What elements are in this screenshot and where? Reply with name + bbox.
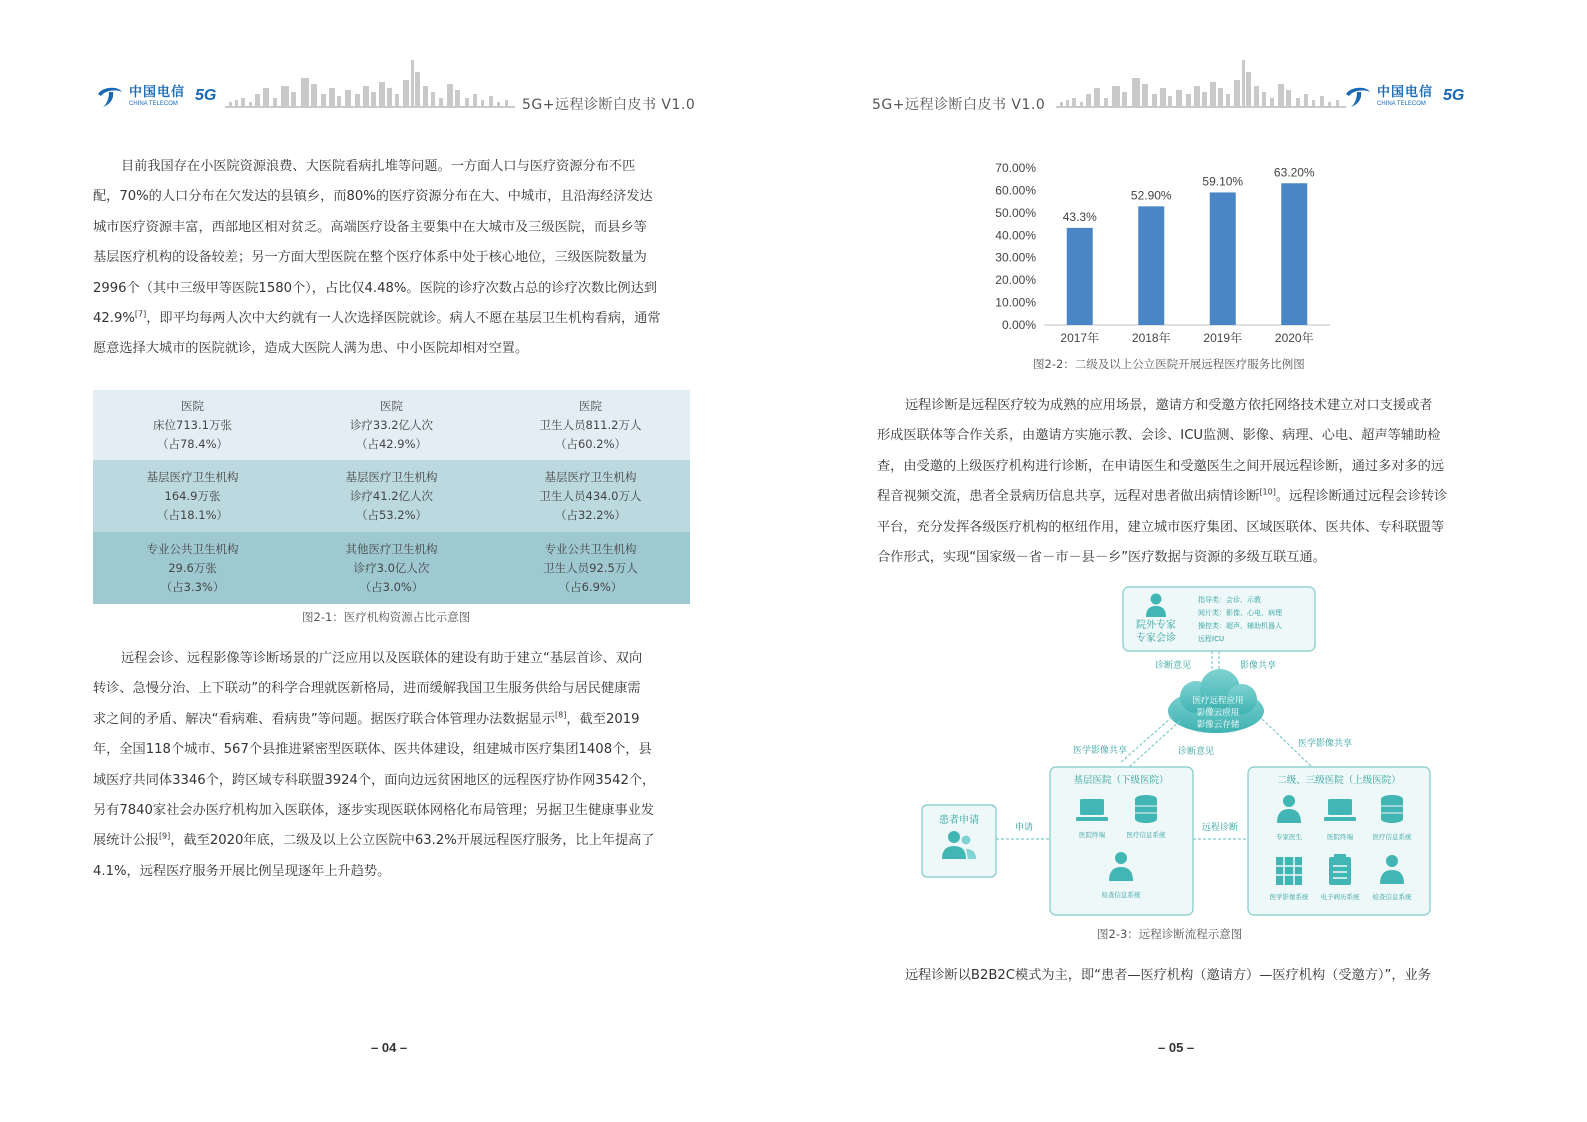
remote-medical-ratio-bar-chart — [984, 158, 1334, 350]
figure-caption-2-2: 图2-2：二级及以上公立医院开展远程医疗服务比例图 — [1033, 357, 1305, 371]
basic-item: 检查信息系统 — [1101, 891, 1141, 899]
expert-line: 阅片类：影像、心电、病理 — [1198, 609, 1282, 617]
table-cell: 医院 诊疗33.2亿人次 （占42.9%） — [349, 398, 434, 451]
expert-line: 指导类：会诊、示教 — [1198, 596, 1261, 604]
clipboard-icon — [1329, 854, 1351, 885]
cloud-line: 影像云应用 — [1196, 708, 1240, 718]
image-grid-icon — [1276, 857, 1302, 885]
y-tick-label: 40.00% — [995, 228, 1036, 243]
5g-logo — [195, 87, 216, 105]
table-cell: 基层医疗卫生机构 164.9万张 （占18.1%） — [146, 469, 239, 522]
terminal-icon — [1076, 799, 1108, 821]
table-cell: 医院 卫生人员811.2万人 （占60.2%） — [539, 398, 642, 451]
expert-line: 操控类：超声、辅助机器人 — [1198, 622, 1282, 630]
5g-logo — [1443, 87, 1464, 105]
remote-diagnosis-flow-diagram — [920, 583, 1440, 919]
citation-8: [8] — [555, 710, 567, 720]
table-row — [93, 532, 690, 604]
bar-value-label: 43.3% — [1062, 209, 1097, 224]
basic-hospital-title: 基层医院（下级医院） — [1073, 775, 1169, 786]
table-cell: 基层医疗卫生机构 诊疗41.2亿人次 （占53.2%） — [345, 469, 438, 522]
label-medical-image-share-right: 医学影像共享 — [1297, 739, 1353, 749]
database-icon — [1381, 795, 1403, 823]
header-doc-title: 5G+远程诊断白皮书 V1.0 — [522, 97, 696, 113]
expert-title-1: 院外专家 — [1136, 620, 1176, 631]
bar-2017年 — [1067, 228, 1093, 325]
telecom-swirl-icon — [95, 84, 125, 108]
upper-item: 医院终端 — [1327, 833, 1353, 841]
upper-item: 电子病历系统 — [1320, 893, 1360, 901]
page-number: – 04 – — [371, 1040, 408, 1055]
y-tick-label: 50.00% — [995, 205, 1036, 220]
figure-caption-2-1: 图2-1：医疗机构资源占比示意图 — [302, 610, 471, 624]
citation-7: [7] — [134, 309, 147, 319]
x-tick-label: 2017年 — [1060, 331, 1100, 345]
terminal-icon — [1324, 799, 1356, 821]
brand-name-en: CHINA TELECOM — [129, 100, 178, 107]
citation-10: [10] — [1259, 487, 1276, 497]
basic-item: 医疗信息系统 — [1126, 831, 1166, 839]
china-telecom-logo — [95, 84, 216, 108]
city-skyline-decoration — [225, 58, 515, 110]
upper-item: 专家医生 — [1276, 833, 1302, 841]
y-tick-label: 20.00% — [995, 273, 1036, 288]
5g-text: 5G — [1443, 87, 1465, 104]
table-cell: 基层医疗卫生机构 卫生人员434.0万人 （占32.2%） — [539, 469, 642, 522]
brand-name-cn: 中国电信 — [1377, 84, 1434, 100]
left-paragraph-2: 远程会诊、远程影像等诊断场景的广泛应用以及医联体的建设有助于建立“基层首诊、双向 转诊、急慢分治、上下联动”的科学合理就医新格局，进而缓解我国卫生服务供给与居民健康需 求之间的矛盾、解决“看病难、看病贵”等问题。据医疗联合体管理办法数据显示[8]，截至2019 年，全国118个城市、567个县推进紧密型医联体、医共体建设，组建城市医疗集团1408个，县 域医疗共同体3346个，跨区域专科联盟3924个，面向边远贫困地区的远程医疗协作网3542个， 另有7840家社会办医疗机构加入医联体，逐步实现医联体网格化布局管理；另据卫生健康事业发 展统计公报[9]，截至2020年底，二级及以上公立医院中63.2%开展远程医疗服务，比上年提高了 4.1%，远程医疗服务开展比例呈现逐年上升趋势。 — [93, 651, 656, 879]
brand-name-cn: 中国电信 — [129, 84, 186, 100]
x-tick-label: 2018年 — [1131, 331, 1171, 345]
brand-name-en: CHINA TELECOM — [1377, 100, 1426, 107]
database-icon — [1135, 795, 1157, 823]
bar-2018年 — [1138, 206, 1164, 325]
figure-caption-2-3: 图2-3：远程诊断流程示意图 — [1097, 927, 1243, 941]
bar-value-label: 52.90% — [1130, 188, 1172, 203]
expert-line: 远程ICU — [1198, 635, 1225, 643]
upper-item: 医疗信息系统 — [1372, 833, 1412, 841]
city-skyline-decoration — [1056, 58, 1346, 110]
x-tick-label: 2019年 — [1203, 331, 1243, 345]
left-paragraph-1: 目前我国存在小医院资源浪费、大医院看病扎堆等问题。一方面人口与医疗资源分布不匹 配，70%的人口分布在欠发达的县镇乡，而80%的医疗资源分布在大、中城市，且沿海经济发达 城市医疗资源丰富，西部地区相对贫乏。高端医疗设备主要集中在大城市及三级医院，而县乡等 基层医疗机构的设备较差；另一方面大型医院在整个医疗体系中处于核心地位，三级医院数量为 2996个（其中三级甲等医院1580个），占比仅4.48%。医院的诊疗次数占总的诊疗次数比例达到 42.9%[7]，即平均每两人次中大约就有一人次选择医院就诊。病人不愿在基层卫生机构看病，通常 愿意选择大城市的医院就诊，造成大医院人满为患、中小医院却相对空置。 — [93, 159, 661, 357]
upper-item: 检查信息系统 — [1372, 893, 1412, 901]
cloud-line: 医疗远程应用 — [1192, 696, 1244, 706]
cloud-line: 影像云存储 — [1196, 720, 1240, 730]
expert-title-2: 专家会诊 — [1136, 633, 1176, 644]
upper-hospital-title: 二级、三级医院（上级医院） — [1277, 775, 1401, 786]
patient-title: 患者申请 — [939, 815, 979, 826]
y-tick-label: 10.00% — [995, 295, 1036, 310]
label-remote-diagnosis: 远程诊断 — [1201, 823, 1239, 833]
resource-share-table — [93, 390, 690, 604]
label-diagnosis-opinion-mid: 诊断意见 — [1177, 747, 1215, 757]
y-tick-label: 30.00% — [995, 250, 1036, 265]
label-image-share-top: 影像共享 — [1239, 661, 1277, 671]
bar-2019年 — [1210, 192, 1236, 325]
y-tick-label: 70.00% — [995, 161, 1036, 175]
citation-9: [9] — [158, 832, 171, 842]
upper-item: 医学影像系统 — [1269, 893, 1309, 901]
label-diagnosis-opinion-top: 诊断意见 — [1154, 661, 1192, 671]
right-paragraph-1: 远程诊断是远程医疗较为成熟的应用场景，邀请方和受邀方依托网络技术建立对口支援或者 形成医联体等合作关系，由邀请方实施示教、会诊、ICU监测、影像、病理、心电、超声等辅助检 查，由受邀的上级医疗机构进行诊断，在申请医生和受邀医生之间开展远程诊断，通过多对多的远 程音视频交流，患者全景病历信息共享，远程对患者做出病情诊断[10]。远程诊断通过远程会诊转诊 平台，充分发挥各级医疗机构的枢纽作用，建立城市医疗集团、区域医联体、医共体、专科联盟等 合作形式，实现“国家级－省－市－县－乡”医疗数据与资源的多级互联互通。 — [877, 398, 1448, 566]
label-apply: 申请 — [1014, 823, 1034, 833]
bar-value-label: 63.20% — [1273, 165, 1315, 180]
5g-text: 5G — [195, 87, 217, 104]
table-row — [93, 390, 690, 460]
table-row — [93, 460, 690, 532]
table-cell: 专业公共卫生机构 卫生人员92.5万人 （占6.9%） — [543, 541, 638, 594]
label-medical-image-share-left: 医学影像共享 — [1072, 746, 1128, 756]
right-paragraph-2: 远程诊断以B2B2C模式为主，即“患者—医疗机构（邀请方）—医疗机构（受邀方）”，业务 — [905, 968, 1431, 983]
table-cell: 医院 床位713.1万张 （占78.4%） — [153, 398, 232, 451]
header-doc-title: 5G+远程诊断白皮书 V1.0 — [872, 97, 1046, 113]
telecom-swirl-icon — [1343, 84, 1373, 108]
table-cell: 其他医疗卫生机构 诊疗3.0亿人次 （占3.0%） — [345, 541, 438, 594]
y-tick-label: 60.00% — [995, 183, 1036, 198]
china-telecom-logo — [1343, 84, 1464, 108]
bar-value-label: 59.10% — [1202, 174, 1244, 189]
x-tick-label: 2020年 — [1274, 331, 1314, 345]
y-tick-label: 0.00% — [1001, 318, 1036, 332]
page-number: – 05 – — [1158, 1040, 1195, 1055]
table-cell: 专业公共卫生机构 29.6万张 （占3.3%） — [146, 541, 239, 594]
bar-2020年 — [1281, 183, 1307, 325]
left-page — [0, 0, 793, 1122]
basic-item: 医院终端 — [1079, 831, 1105, 839]
